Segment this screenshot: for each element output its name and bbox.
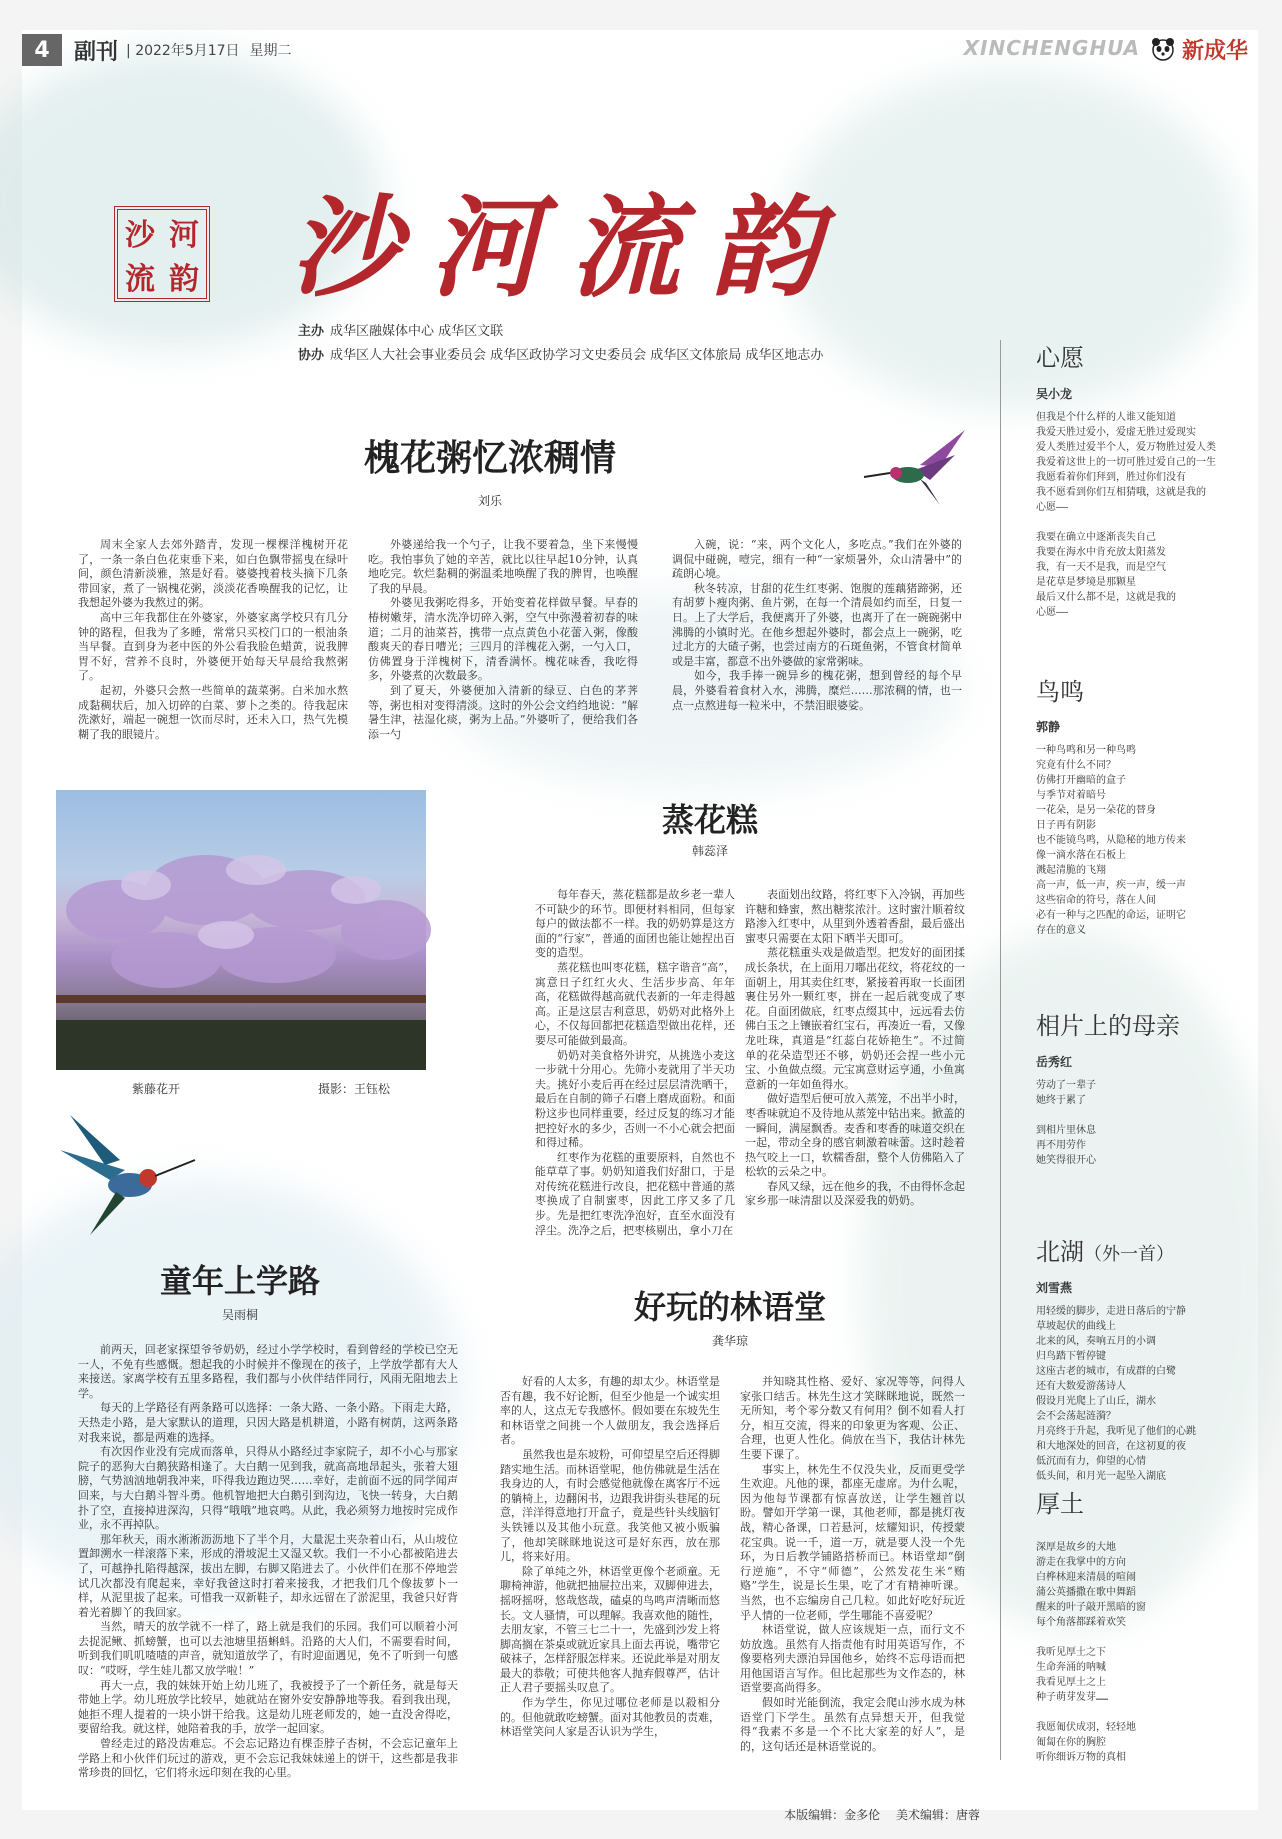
paragraph: 林语堂说，做人应该规矩一点，而行文不妨放逸。虽然有人指责他有时用英语写作，不像要格列夫漂泊异国他乡，始终不忘母语而把用他国语言写作。但比起那些为文作态的，林语堂要高尚得多。: [740, 1623, 965, 1695]
paragraph: 红枣作为花糕的重要原料，自然也不能草草了事。奶奶知道我们好甜口，于是对传统花糕进行改良，把花糕中普通的蒸枣换成了自制蜜枣，因此工序又多了几步。先是把红枣洗净泡好，直至水面没有浮尘。洗净之后，把枣核剔出，拿小刀在: [535, 1150, 735, 1237]
page-number: 4: [22, 34, 62, 66]
coorg-label: 协办: [298, 348, 325, 363]
paragraph: 再大一点，我的妹妹开始上幼儿班了，我被授予了一个新任务，就是每天带她上学。幼儿班放学比较早，她就站在窗外安安静静地等我。看到我出现，她拒不理人提着的一块小饼干给我。这是幼儿班老师发的，她一直没舍得吃，要留给我。就这样，她陪着我的手，放学一起回家。: [78, 1678, 458, 1736]
poem-line: 低头间，和月光一起坠入湖底: [1036, 1471, 1166, 1482]
poem-line: 但我是个什么样的人谁又能知道: [1036, 412, 1176, 423]
wisteria-graphic: [56, 790, 426, 1070]
poem-title: [1036, 1232, 1174, 1267]
poem-body: [1036, 743, 1226, 938]
paragraph: 周末全家人去郊外踏青，发现一棵棵洋槐树开花了，一条一条白色花束垂下来，如白色飘带摇曳在绿叶间，颜色清新淡雅，煞是好看。婆婆拽着枝头摘下几条带回家，煮了一锅槐花粥，淡淡花香唤醒我的记忆，让我想起外婆为我熬过的粥。: [78, 538, 348, 610]
poem-line: 月亮终于升起，我听见了他们的心跳: [1036, 1426, 1196, 1437]
poem-line: 她终于累了: [1036, 1095, 1086, 1106]
poem-line: 一花朵，是另一朵花的替身: [1036, 805, 1156, 816]
host-label: 主办: [298, 324, 325, 339]
poem-line: [1036, 1705, 1226, 1720]
poem-line: 我愿看着你们拜到，胜过你们没有: [1036, 472, 1186, 483]
paragraph: 那年秋天，雨水淅淅沥沥地下了半个月，大量泥土夹杂着山石，从山坡位置卸溯水一样滚落下来，形成的滑坡泥土又湿又软。我们一不小心都被陷进去了，可越挣扎陷得越深，拔出左脚，右脚又陷进去了。小伙伴们在那不停地尝试几次都没有爬起来，幸好我爸这时打着来接我，才把我们几个像拔萝卜一样，从泥里拔了起来。可惜我一双新鞋子，却永远留在了淤泥里，我爸只好背着光着脚丫的我回家。: [78, 1532, 458, 1619]
brand-latin: XINCHENGHUA: [963, 36, 1140, 60]
panda-logo-icon: [1148, 34, 1178, 64]
paragraph: 如今，我手捧一碗异乡的槐花粥，想到曾经的每个早晨，外婆看着食材入水，沸腾，糜烂……那浓稠的情，也一点一点熬进每一粒米中，不禁泪眼婆娑。: [672, 669, 962, 712]
poem-line: 究竟有什么不同？: [1036, 760, 1116, 771]
paragraph: 好看的人太多，有趣的却太少。林语堂是否有趣，我不好论断，但至少他是一个诚实坦率的人，这点无专我感怀。假如要在东坡先生和林语堂之间挑一个人做朋友，我会选择后者。: [500, 1375, 720, 1447]
paragraph: 每天的上学路径有两条路可以选择：一条大路、一条小路。下雨走大路，天热走小路，是大家默认的道理，只因大路是机耕道，小路有树荫，这两条路对我来说，都是两难的选择。: [78, 1401, 458, 1444]
hosts-line: [298, 320, 823, 344]
page-footer: [772, 1806, 980, 1823]
poem-line: 生命奔涌的呐喊: [1036, 1662, 1106, 1673]
poem-line: 种子萌芽发芽……: [1036, 1692, 1109, 1703]
paragraph: 入碗，说：“来，两个文化人，多吃点。”我们在外婆的调侃中碰碗，噎完，细有一种“一家烦暑外，众山清暑中”的疏朗心境。: [672, 538, 962, 581]
poem-line: 爱人类胜过爱半个人，爱万物胜过爱人类: [1036, 442, 1216, 453]
paragraph: 秋冬转凉，甘甜的花生红枣粥、饱腹的莲藕猪蹄粥，还有胡萝卜瘦肉粥、鱼片粥，在每一个清晨如约而至，日复一日。上了大学后，我便离开了外婆，也离开了在一碗碗粥中沸腾的小镇时光。在他乡想起外婆时，都会点上一碗粥，吃过北方的大碴子粥，也尝过南方的石斑鱼粥，不管食材简单或是丰富，都意不出外婆做的家常粥味。: [672, 581, 962, 668]
seal-char: 流: [125, 262, 155, 297]
poem-author: 吴小龙: [1036, 387, 1073, 401]
poem-line: [1036, 1108, 1226, 1123]
poem-body: [1036, 1304, 1226, 1484]
poem-line: 深厚是故乡的大地: [1036, 1542, 1116, 1553]
paragraph: 蒸花糕也叫枣花糕，糕字谐音“高”，寓意日子红红火火、生活步步高、年年高，花糕做得越高就代表新的一年走得越高。正是这层吉利意思，奶奶对此格外上心，不仅每回都把花糕造型做出花样，还要尽可能做到最高。: [535, 960, 735, 1047]
paragraph: 事实上，林先生不仅没失业，反而更受学生欢迎。凡他的课，都座无虚席。为什么呢，因为他每节课都有惊喜放送，让学生翘首以盼。譬如开学第一课，其他老师，都是挑灯夜战，精心备课，口若悬河，炫耀知识，传授蒙花宝典。说一千，道一万，就是要人没一个先环，为日后教学铺路搭桥而已。林语堂却“倒行逆施”，不守“师德”，公然发花生米“贿赂”学生，说是长生果，吃了才有精神听课。当然，也不忘编房自己几粒。如此好吃好玩近乎人情的一位老师，学生哪能不喜爱呢？: [740, 1462, 965, 1622]
poem-line: 归鸟踏下暂停键: [1036, 1351, 1106, 1362]
poem-title: 相片上的母亲: [1036, 1012, 1180, 1040]
poem-body: [1036, 1078, 1226, 1168]
paragraph: 外婆递给我一个勺子，让我不要着急，坐下来慢慢吃。我怕事负了她的辛苦，就比以往早起10分钟，认真地吃完。软烂黏稠的粥温柔地唤醒了我的脾胃，也唤醒了我的早晨。: [368, 538, 638, 595]
editor-credit: 本版编辑：金多伦: [784, 1808, 881, 1822]
coorganizers-line: [298, 344, 823, 368]
poem-line: 我听见厚土之下: [1036, 1647, 1106, 1658]
poem-line: 日子再有阴影: [1036, 820, 1096, 831]
paragraph: 外婆见我粥吃得多，开始变着花样做早餐。早春的椿树嫩芽，清水洗净切碎入粥，空气中弥漫着初春的味道；二月的油菜苔，携带一点点黄色小花蕾入粥，像酸酸爽天的春日嘈光；三四月的洋槐花入粥，一勺入口，仿佛置身于洋槐树下，清香满怀。槐花味香，我吃得多，外婆煮的次数最多。: [368, 596, 638, 683]
poem-line: 听你细诉万物的真相: [1036, 1752, 1126, 1763]
poem-line: 草坡起伏的曲线上: [1036, 1321, 1116, 1332]
poem-body: [1036, 1540, 1226, 1765]
date-text: 2022年5月17日: [135, 43, 240, 59]
article-column: [740, 1375, 965, 1760]
article-author: 刘乐: [477, 494, 502, 508]
poem-line: 到相片里休息: [1036, 1125, 1096, 1136]
poem-line: [1036, 1630, 1226, 1645]
poem-line: 用轻缓的脚步，走进日落后的宁静: [1036, 1306, 1186, 1317]
art-editor-credit: 美术编辑：唐蓉: [895, 1808, 980, 1822]
poem-line: 我不愿看到你们互相猜哦，这就是我的: [1036, 487, 1206, 498]
poem-subtitle: （外一首）: [1084, 1244, 1174, 1265]
poem-line: 仿佛打开幽暗的盒子: [1036, 775, 1126, 786]
poem-line: 像一滴水落在石板上: [1036, 850, 1126, 861]
hummingbird-illustration-icon: [860, 425, 970, 515]
poem-line: 一种鸟鸣和另一种鸟鸣: [1036, 745, 1136, 756]
watercolor-wash: [782, 70, 1242, 410]
poem-line: 我愿匍伏成羽，轻轻地: [1036, 1722, 1136, 1733]
column-calligraphy-title: 沙河流韵: [290, 183, 850, 312]
paragraph: 并知晓其性格、爱好、家况等等，问得人家张口结舌。林先生这才笑眯眯地说，既然一无所知，考个零分数又有何用？倒不如看人打分，相互交流，得来的印象更为客观、公正、合理，也更人性化。倘放在当下，我估计林先生要下课了。: [740, 1375, 965, 1461]
poem-line: 我看见厚土之上: [1036, 1677, 1106, 1688]
paragraph: 到了夏天，外婆便加入清新的绿豆、白色的茅荠等，粥也相对变得清淡。这时的外公会文绉绉地说：“解暑生津，祛湿化痰，粥为上品。”外婆听了，便给我们各添一勺: [368, 683, 638, 741]
article-column: [500, 1375, 720, 1760]
article-column: [535, 888, 735, 1237]
poem-line: 北来的风，奏响五月的小调: [1036, 1336, 1156, 1347]
poem-line: 我要在海水中肯充放太阳蒸发: [1036, 547, 1166, 558]
paragraph: 每年春天，蒸花糕都是故乡老一辈人不可缺少的环节。即便材料相同，但每家每户的做法都不一样。我的奶奶算是这方面的“行家”，普通的面团也能让她捏出百变的造型。: [535, 888, 735, 960]
poem-author: 岳秀红: [1036, 1055, 1073, 1069]
seal-char: 韵: [169, 262, 199, 297]
poem-title-text: 北湖: [1036, 1238, 1084, 1266]
poem-line: 游走在我掌中的方向: [1036, 1557, 1126, 1568]
article-column: [745, 888, 965, 1218]
brand-logo: 新成华: [1181, 38, 1248, 64]
photo-caption: 紫藤花开: [132, 1082, 181, 1096]
weekday-text: 星期二: [249, 43, 292, 59]
photo-credit: 摄影：王钰松: [318, 1082, 391, 1096]
poem-line: 我要在确立中逐渐丧失自己: [1036, 532, 1156, 543]
poem-line: 必有一种与之匹配的命运，证明它: [1036, 910, 1186, 921]
masthead-credits: [298, 320, 823, 368]
poem-line: 低沉而有力，仰望的心情: [1036, 1456, 1146, 1467]
poem-line: 醒来的叶子敲开黑暗的窗: [1036, 1602, 1146, 1613]
poem-line: 会不会荡起涟漪？: [1036, 1411, 1116, 1422]
paragraph: 表面划出纹路，将红枣下入冷锅，再加些许糖和蜂蜜，熬出糖浆浓汁。这时蜜汁顺着纹路渗入红枣中，从里到外透着香甜，最后盛出蜜枣只需要在太阳下晒半天即可。: [745, 888, 965, 945]
poem-line: 最后又什么都不是，这就是我的: [1036, 592, 1176, 603]
article-column: [368, 538, 638, 741]
poem-title: 厚土: [1036, 1490, 1084, 1518]
poem-line: 这座古老的城市，有成群的白鹭: [1036, 1366, 1176, 1377]
poem-line: 心愿——: [1036, 607, 1069, 618]
poem-line: 是花草是梦境是那颗星: [1036, 577, 1136, 588]
poem-body: [1036, 410, 1226, 620]
poem-line: 这些宿命的符号，落在人间: [1036, 895, 1156, 906]
poem-line: 和大地深处的回音，在这初夏的夜: [1036, 1441, 1186, 1452]
seal-char: 沙: [125, 218, 155, 253]
poem-line: 高一声，低一声，疾一声，缓一声: [1036, 880, 1186, 891]
poem-line: 存在的意义: [1036, 925, 1086, 936]
article-title-linyutang: 好玩的林语堂: [633, 1288, 826, 1326]
poem-line: 蒲公英播撒在歌中舞蹈: [1036, 1587, 1136, 1598]
poem-line: 与季节对着暗号: [1036, 790, 1106, 801]
hummingbird-illustration-icon: [50, 1110, 200, 1240]
article-author: 韩蕊泽: [691, 844, 728, 858]
seal-char: 河: [169, 218, 199, 253]
article-column: [78, 1343, 458, 1780]
coorganizers: 成华区人大社会事业委员会 成华区政协学习文史委员会 成华区文体旅局 成华区地志办: [330, 348, 824, 363]
poem-line: 白桦林迎来清晨的喧闹: [1036, 1572, 1136, 1583]
article-author: 龚华琼: [711, 1334, 748, 1348]
paragraph: 前两天，回老家探望爷爷奶奶，经过小学学校时，看到曾经的学校已空无一人，不免有些感慨。想起我的小时候并不像现在的孩子，上学放学都有大人来接送。家离学校有五里多路程，我们都与小伙伴结伴同行，风雨无阻地去上学。: [78, 1343, 458, 1400]
poem-line: 心愿——: [1036, 502, 1069, 513]
poem-line: 也不能镜鸟鸣，从隐秘的地方传来: [1036, 835, 1186, 846]
paragraph: 蒸花糕重头戏是做造型。把发好的面团揉成长条状，在上面用刀嘟出花纹，将花纹的一面朝上，用其卖住红枣，紧接着再取一长面团裹住另外一颗红枣，拼在一起后就变成了枣花。自面团做底，红枣点缀其中，远远看去仿佛白玉之上镶嵌着红宝石，再凑近一看，又像龙吐珠，真道是“红蕊白花娇艳生”。不过简单的花朵造型还不够，奶奶还会捏一些小元宝、小鱼做点缀。元宝寓意财运亨通，小鱼寓意新的一年如鱼得水。: [745, 946, 965, 1091]
poem-author: 郭静: [1036, 720, 1061, 734]
poem-line: 假设月光爬上了山丘，湖水: [1036, 1396, 1156, 1407]
poem-title: 鸟鸣: [1036, 678, 1084, 706]
poem-line: 溅起清脆的飞翔: [1036, 865, 1106, 876]
poem-line: 每个角落都踩着欢笑: [1036, 1617, 1126, 1628]
article-title-huaihua: 槐花粥忆浓稠情: [363, 438, 616, 479]
poem-line: 劳动了一辈子: [1036, 1080, 1096, 1091]
poem-author: 刘雪燕: [1036, 1281, 1073, 1295]
sidebar-divider: [1000, 340, 1001, 1760]
poem-line: 匍匐在你的胸腔: [1036, 1737, 1106, 1748]
paragraph: 虽然我也是东坡粉，可仰望星空后还得脚踏实地生活。而林语堂呢，他仿佛就是生活在我身边的人，有时会感觉他就像在离客厅不远的躺椅上，边翻闲书，边跟我讲街头巷尾的玩意，洋洋得意地打开盒子，竟是些针头线脑钉头铁锤以及其他小玩意。我笑他又被小贩骗了，他却笑眯眯地说这可是好东西，放在那儿，将来好用。: [500, 1447, 720, 1564]
poem-line: 我，有一天不是我，而是空气: [1036, 562, 1166, 573]
paragraph: 除了单纯之外，林语堂更像个老顽童。无聊椅神游，他就把抽屉拉出来，双脚伸进去，摇呀摇呀，悠哉悠哉，磕桌的鸟鸣声清晰而悠长。文人骚情，可以理解。我喜欢他的随性，去朋友家，不管三七二十一，先盛到沙发上将脚高搁在茶桌或就近家具上面去再说，嘴带它破袜子，怎样舒服怎样来。还说此举是对朋友最大的恭敬；可使共他客人抛弃假尊严，估计正人君子要摇头叹息了。: [500, 1564, 720, 1695]
section-name: 副刊: [74, 39, 119, 65]
paragraph: 曾经走过的路没齿难忘。不会忘记路边有棵歪脖子杏树，不会忘记童年上学路上和小伙伴们玩过的游戏，更不会忘记我妹妹递上的饼干，这些都是我非常珍贵的回忆，它们将永远印刻在我的心里。: [78, 1737, 458, 1780]
red-seal-stamp: [114, 206, 210, 302]
paragraph: 假如时光能倒流，我定会爬山涉水成为林语堂门下学生。虽然有点异想天开，但我觉得“我素不多是一个不比大家差的好人”，是的，这句话还是林语堂说的。: [740, 1696, 965, 1753]
article-column: [672, 538, 962, 738]
poem-title: 心愿: [1036, 344, 1084, 372]
poem-line: 她笑得很开心: [1036, 1155, 1096, 1166]
paragraph: 高中三年我都住在外婆家，外婆家离学校只有几分钟的路程，但我为了多睡，常常只买校门口的一根油条当早餐。直到身为老中医的外公看我脸色蜡黄，说我脾胃不好，营养不良时，外婆便开始每天早晨给我熬粥了。: [78, 610, 348, 683]
paragraph: 奶奶对美食格外讲究，从挑选小麦这一步就十分用心。先筛小麦就用了半天功夫。挑好小麦后再在经过层层清洗晒干，最后在自制的筛子石磨上磨成面粉。和面粉这步也同样重要，经过反复的练习才能把控好水的多少，否则一不小心就会把面和得过稀。: [535, 1048, 735, 1150]
article-title-zhenghuagao: 蒸花糕: [661, 801, 758, 839]
issue-date: | 2022年5月17日 星期二: [126, 43, 292, 59]
poem-line: 我爱着这世上的一切可胜过爱自己的一生: [1036, 457, 1216, 468]
paragraph: 起初，外婆只会熬一些简单的蔬菜粥。白米加水熬成黏稠状后，加入切碎的白菜、萝卜之类的。待我起床洗漱好，端起一碗想一饮而尽时，还未入口，热气先模糊了我的眼镜片。: [78, 683, 348, 741]
hosts: 成华区融媒体中心 成华区文联: [330, 324, 504, 339]
paragraph: 作为学生，你见过哪位老师是以殺相分的。但他就敢吃螃蟹。面对其他教员的责难，林语堂笑问人家是否认识为学生，: [500, 1696, 720, 1739]
article-column: [78, 538, 348, 741]
poem-line: 再不用劳作: [1036, 1140, 1086, 1151]
wisteria-photo: [56, 790, 426, 1070]
article-author: 吴雨桐: [221, 1308, 258, 1322]
paragraph: 春风又绿，远在他乡的我，不由得怀念起家乡那一味清甜以及深爱我的奶奶。: [745, 1179, 965, 1208]
poem-line: [1036, 515, 1226, 530]
paragraph: 做好造型后便可放入蒸笼，不出半小时，枣香味就迫不及待地从蒸笼中钻出来。掀盖的一瞬间，满屋飘香。麦香和枣香的味道交织在一起，带动全身的感官刺激着味蕾。这时趁着热气咬上一口，软糯香甜，整个人仿佛陷入了松软的云朵之中。: [745, 1092, 965, 1179]
paragraph: 当然，晴天的放学就不一样了，路上就是我们的乐园。我们可以顺着小河去捉泥鳅、抓螃蟹，也可以去池塘里捂蝌蚪。沿路的大人们，不需要看时间，听到我们叽叽喳喳的声音，就知道放学了，有时迎面遇见，免不了听到一句感叹：“哎呀，学生娃儿都又放学啦！”: [78, 1620, 458, 1678]
poem-line: 还有大数爱游荡诗人: [1036, 1381, 1126, 1392]
paragraph: 有次因作业没有完成而落单，只得从小路经过李家院子，却不小心与那家院子的恶狗大白鹅狭路相逢了。大白鹅一见到我，就高高地昂起头，张着大翅膀，气势汹汹地朝我冲来，吓得我边跑边哭……幸好，走前面不远的同学闻声回来，与大白鹅斗智斗勇。他机智地把大白鹅引到沟边，飞快一转身，大白鹅扑了空，直接掉进深沟，只得“哦哦”地哀鸣。从此，我必须努力地按时完成作业，永不再掉队。: [78, 1445, 458, 1532]
page-header: [22, 30, 1258, 70]
article-title-tongnian: 童年上学路: [159, 1262, 320, 1300]
poem-line: 我爱天胜过爱小，爱虚无胜过爱现实: [1036, 427, 1196, 438]
